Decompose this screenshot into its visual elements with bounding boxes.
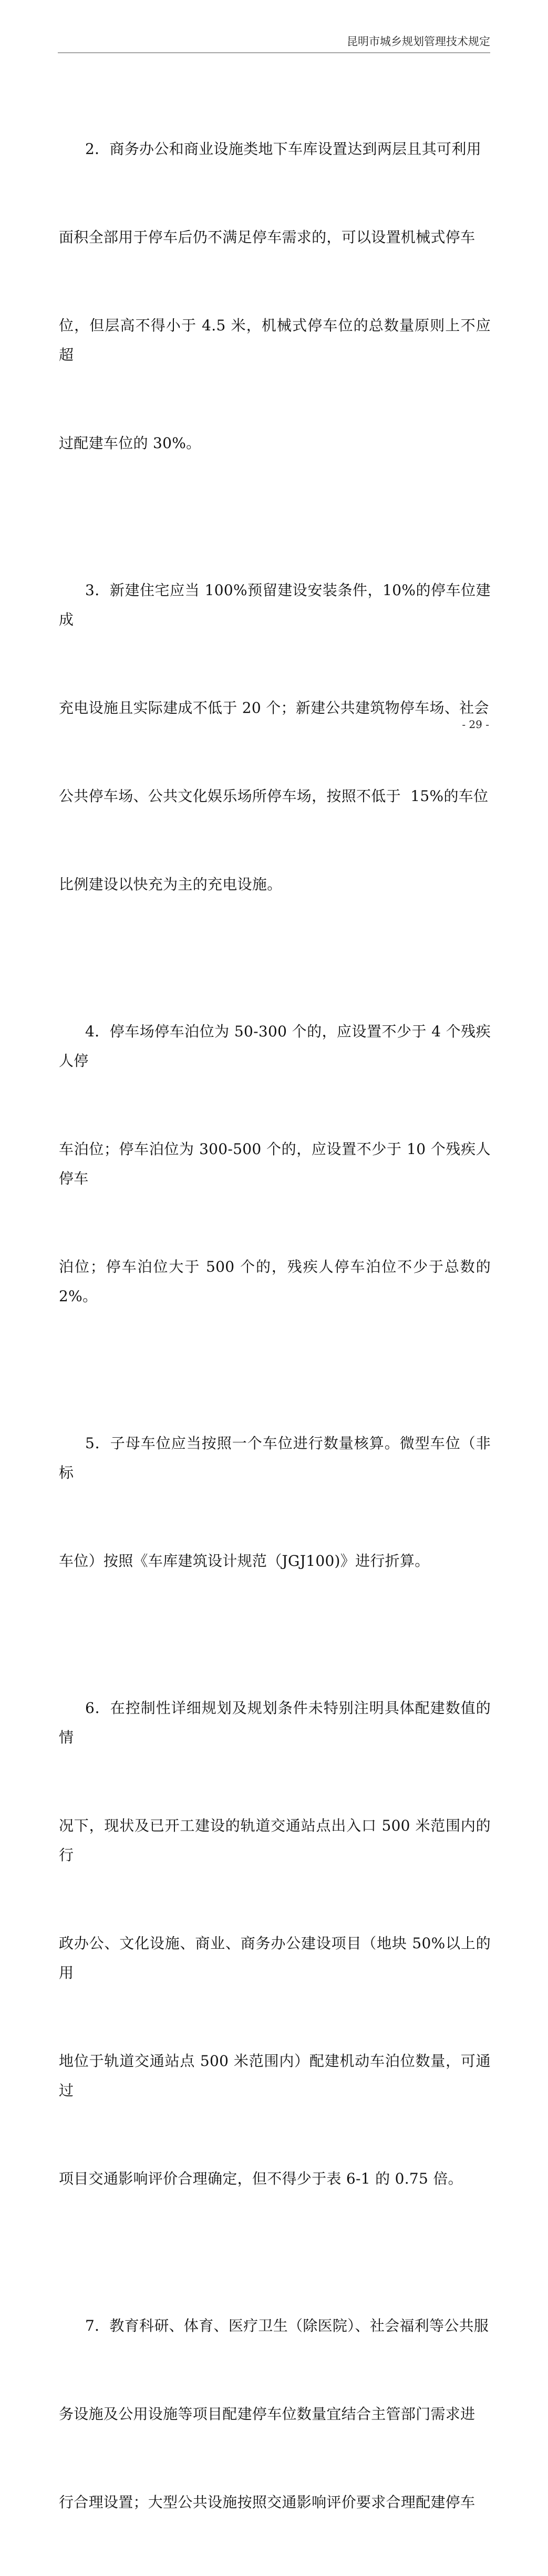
text-line: 项目交通影响评价合理确定，但不得少于表 6-1 的 0.75 倍。 [59,2170,463,2187]
paragraph-6 [59,1635,491,2252]
text-line: 4．停车场停车泊位为 50-300 个的，应设置不少于 4 个残疾人停 [59,1023,491,1069]
running-header [58,34,490,53]
paragraph-2 [59,76,491,517]
text-line: 过配建车位的 30%。 [59,434,201,452]
text-line: 地位于轨道交通站点 500 米范围内）配建机动车泊位数量，可通过 [59,2052,491,2099]
text-line: 6．在控制性详细规划及规划条件未特别注明具体配建数值的情 [59,1699,491,1746]
paragraph-5 [59,1370,491,1635]
text-line: 3．新建住宅应当 100%预留建设安装条件，10%的停车位建成 [59,581,491,628]
text-line: 2．商务办公和商业设施类地下车库设置达到两层且其可利用 [85,140,481,158]
text-line: 7．教育科研、体育、医疗卫生（除医院）、社会福利等公共服 [85,2317,489,2334]
text-line: 务设施及公用设施等项目配建停车位数量宜结合主管部门需求进 [59,2405,475,2423]
paragraph-4 [59,958,496,1370]
text-line: 政办公、文化设施、商业、商务办公建设项目（地块 50%以上的用 [59,1935,491,1981]
paragraph-7 [59,2252,491,2576]
text-line: 车位）按照《车库建筑设计规范（JGJ100)》进行折算。 [59,1552,430,1570]
text-line: 况下，现状及已开工建设的轨道交通站点出入口 500 米范围内的行 [59,1817,491,1864]
text-line: 比例建设以快充为主的充电设施。 [59,876,282,893]
text-line: 公共停车场、公共文化娱乐场所停车场，按照不低于 15%的车位 [59,787,489,805]
text-line: 面积全部用于停车后仍不满足停车需求的，可以设置机械式停车 [59,228,475,246]
document-title: 昆明市城乡规划管理技术规定 [347,35,490,48]
text-line: 行合理设置；大型公共设施按照交通影响评价要求合理配建停车 [59,2494,475,2511]
text-line: 5．子母车位应当按照一个车位进行数量核算。微型车位（非标 [59,1435,491,1481]
text-line: 泊位；停车泊位大于 500 个的，残疾人停车泊位不少于总数的 2%。 [59,1258,496,1305]
page-body [59,76,496,2576]
text-line: 充电设施且实际建成不低于 20 个；新建公共建筑物停车场、社会 [59,699,489,716]
paragraph-3 [59,517,491,958]
text-line: 车泊位；停车泊位为 300-500 个的，应设置不少于 10 个残疾人停车 [59,1140,491,1187]
page-number: - 29 - [462,718,489,731]
text-line: 位，但层高不得小于 4.5 米，机械式停车位的总数量原则上不应超 [59,317,491,363]
